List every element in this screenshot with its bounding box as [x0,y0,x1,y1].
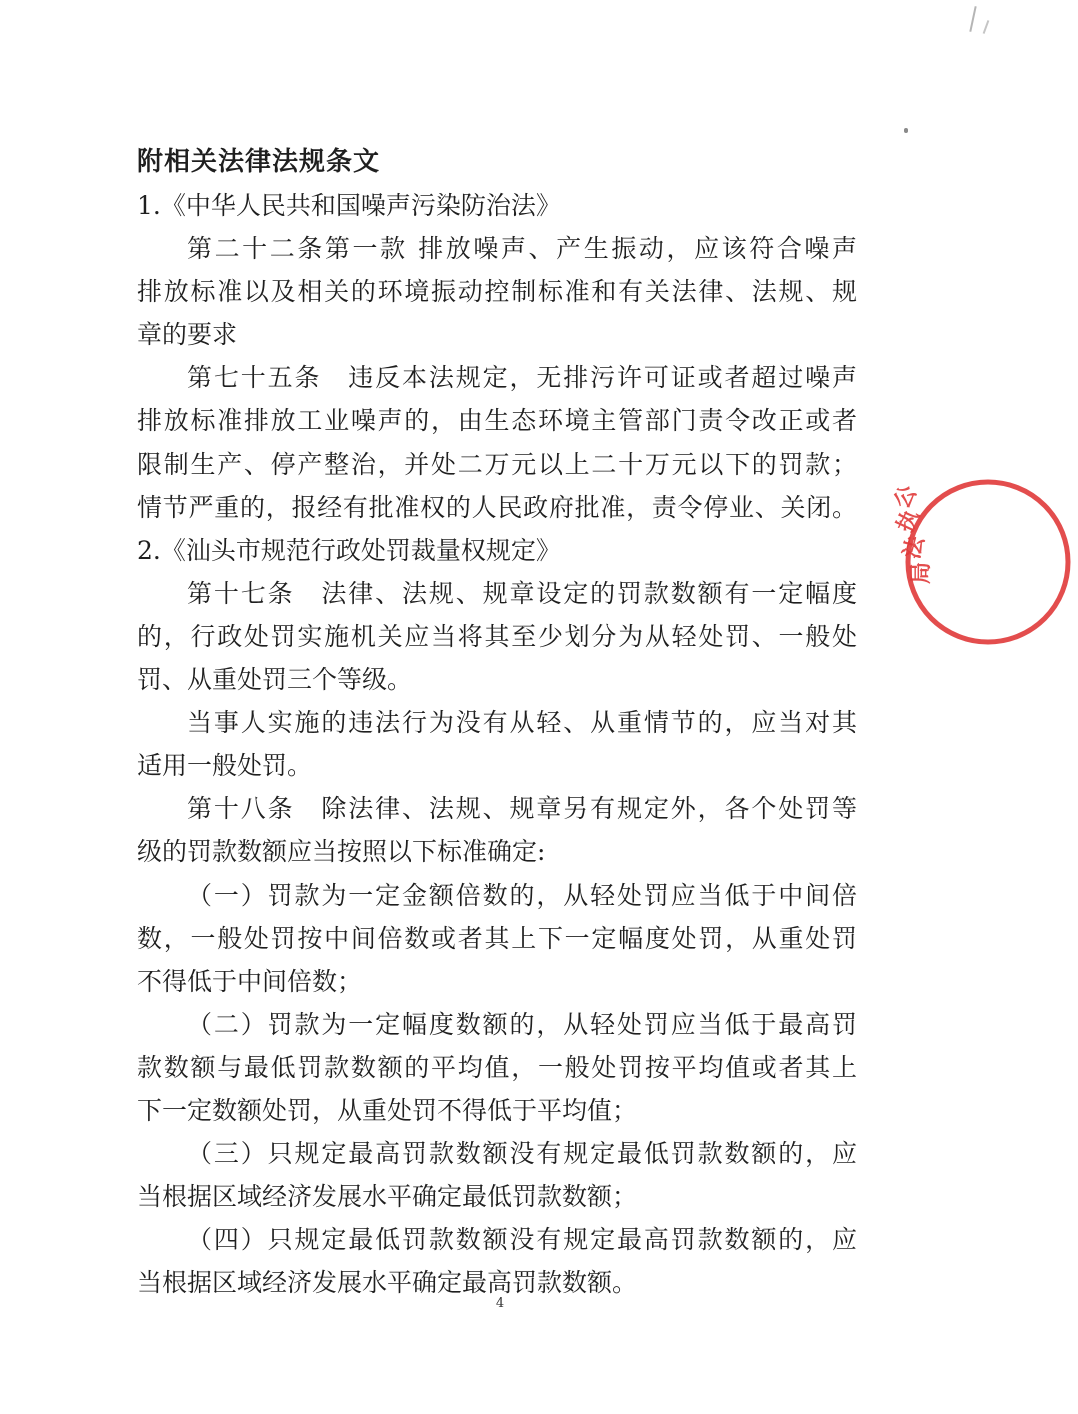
text-line: 适用一般处罚。 [137,751,313,781]
text-line: （三）只规定最高罚款数额没有规定最低罚款数额的，应 [187,1139,857,1169]
scan-edge-mark [983,20,990,34]
text-line: 排放标准排放工业噪声的，由生态环境主管部门责令改正或者 [137,406,857,436]
text-line: 第七十五条 违反本法规定，无排污许可证或者超过噪声 [187,363,857,393]
text-line: 罚、从重处罚三个等级。 [137,665,413,695]
document-heading: 附相关法律法规条文 [137,147,381,177]
text-line: 1.《中华人民共和国噪声污染防治法》 [137,191,561,220]
text-line: 章的要求 [137,320,238,350]
text-line: 下一定数额处罚，从重处罚不得低于平均值； [137,1095,638,1125]
text-line: 限制生产、停产整治，并处二万元以上二十万元以下的罚款； [137,449,857,479]
text-line: （一）罚款为一定金额倍数的，从轻处罚应当低于中间倍 [187,880,857,910]
text-line: 的，行政处罚实施机关应当将其至少划分为从轻处罚、一般处 [137,621,857,651]
document-text-lines [137,184,857,1304]
text-line: 排放标准以及相关的环境振动控制标准和有关法律、法规、规 [137,277,857,307]
document-body [137,141,857,1304]
text-line: 当根据区域经济发展水平确定最低罚款数额； [137,1182,638,1212]
page-number: 4 [495,1296,505,1311]
svg-text:局: 局 [908,561,934,584]
text-line: 第十七条 法律、法规、规章设定的罚款数额有一定幅度 [187,578,857,608]
text-line: 数，一般处罚按中间倍数或者其上下一定幅度处罚，从重处罚 [137,923,857,953]
text-line: 情节严重的，报经有批准权的人民政府批准，责令停业、关闭。 [137,492,857,522]
official-seal-stamp [888,472,1078,652]
text-line: 不得低于中间倍数； [137,966,363,996]
text-line: 第十八条 除法律、法规、规章另有规定外，各个处罚等 [187,794,857,824]
scan-speck [904,128,908,133]
text-line: 第二十二条第一款 排放噪声、产生振动，应该符合噪声 [187,234,857,264]
text-line: （四）只规定最低罚款数额没有规定最高罚款数额的，应 [187,1225,857,1255]
scan-edge-mark [969,6,976,32]
text-line: 当根据区域经济发展水平确定最高罚款数额。 [137,1268,638,1298]
svg-text:法: 法 [898,533,930,562]
svg-text:执: 执 [891,505,925,537]
svg-text:公: 公 [888,480,923,513]
text-line: 2.《汕头市规范行政处罚裁量权规定》 [137,535,561,565]
text-line: 当事人实施的违法行为没有从轻、从重情节的，应当对其 [187,708,857,738]
text-line: 级的罚款数额应当按照以下标准确定: [137,837,546,867]
text-line: 款数额与最低罚款数额的平均值，一般处罚按平均值或者其上 [137,1052,857,1082]
text-line: （二）罚款为一定幅度数额的，从轻处罚应当低于最高罚 [187,1009,857,1039]
